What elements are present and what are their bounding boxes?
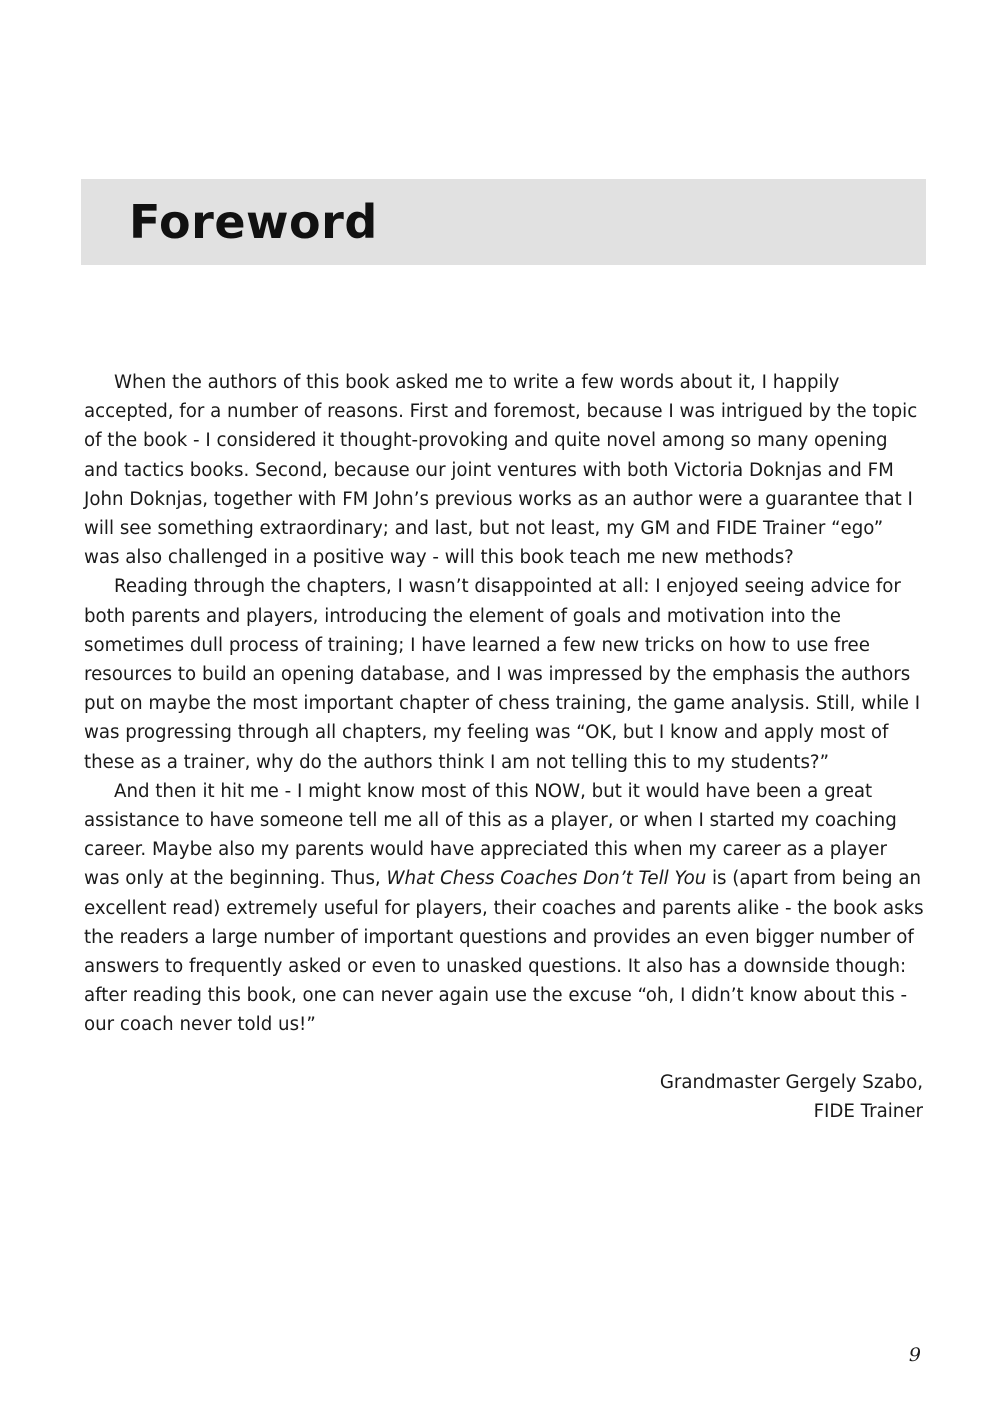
page-number: 9 <box>908 1344 921 1366</box>
paragraph-3-text-start: And then it hit me - I might know most of this NOW, but it would have been a great assistance to have someone tell me all of this as a player, or when I started my coaching career. Maybe also my parents would have appreciated this when my career as a player was only at the beginning. Thus, <box>84 780 897 890</box>
signature-name: Grandmaster Gergely Szabo, <box>659 1072 923 1093</box>
foreword-body <box>84 368 924 1040</box>
book-title: What Chess Coaches Don’t Tell You <box>386 868 707 890</box>
paragraph-2: Reading through the chapters, I wasn’t disappointed at all: I enjoyed seeing advice for both parents and players, introducing the element of goals and motivation into the sometimes dull process of training; I have learned a few new tricks on how to use free resources to build an opening database, and I was impressed by the emphasis the authors put on maybe the most important chapter of chess training, the game analysis. Still, while I was progressing through all chapters, my feeling was “OK, but I know and apply most of these as a trainer, why do the authors think I am not telling this to my students?” <box>84 576 921 773</box>
chapter-title: Foreword <box>129 195 378 249</box>
chapter-heading-band <box>81 179 926 265</box>
paragraph-1: When the authors of this book asked me to write a few words about it, I happily accepted, for a number of reasons. First and foremost, because I was intrigued by the topic of the book - I considered it thought-provoking and quite novel among so many opening and tactics books. Second, because our joint ventures with both Victoria Doknjas and FM John Doknjas, together with FM John’s previous works as an author were a guarantee that I will see something extraordinary; and last, but not least, my GM and FIDE Trainer “ego” was also challenged in a positive way - will this book teach me new methods? <box>84 372 918 569</box>
signature-role: FIDE Trainer <box>813 1101 923 1123</box>
paragraph-3 <box>84 777 924 1040</box>
paragraph-3-text-end: is (apart from being an excellent read) extremely useful for players, their coaches and parents alike - the book asks the readers a large number of important questions and provides an even bigger number of answers to frequently asked or even to unasked questions. It also has a downside though: after reading this book, one can never again use the excuse “oh, I didn’t know about this - our coach never told us!” <box>84 868 924 1036</box>
signature-block <box>660 1068 923 1126</box>
